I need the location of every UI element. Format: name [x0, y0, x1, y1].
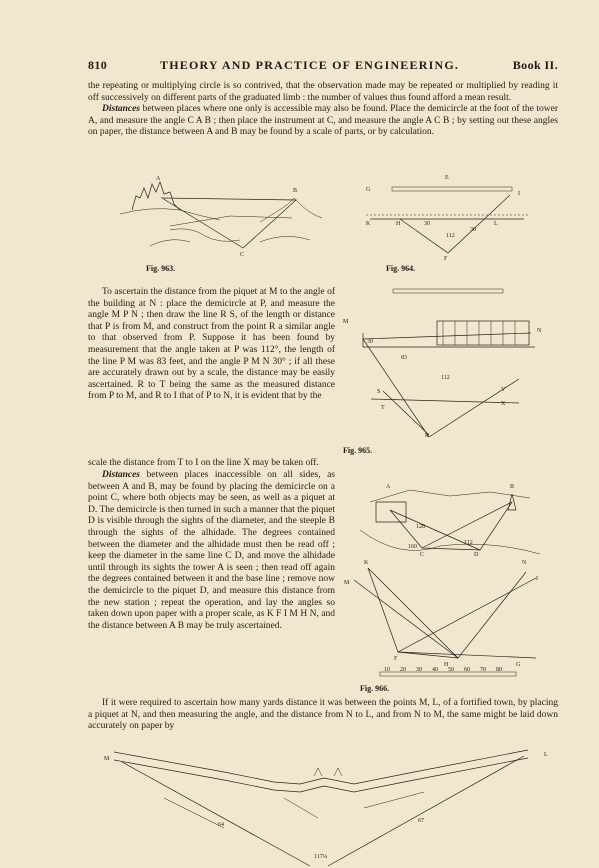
- page-number: 810: [88, 58, 108, 72]
- fig963-caption: Fig. 963.: [146, 264, 176, 273]
- fig967-label-m: M: [104, 756, 110, 762]
- distances-lead: Distances: [102, 104, 140, 115]
- fig965-83: 83: [401, 355, 407, 361]
- intro-paragraph-1: the repeating or multiplying circle is so contrived, that the observation made may be repeated or multiplied by reading it off successively on different parts of the graduated limb : the number of values thus found afford a mean result.: [88, 81, 558, 103]
- fig963-label-a: A: [156, 176, 161, 182]
- fig966-label-d: D: [474, 552, 479, 558]
- fig965-thirty: 30: [367, 339, 373, 345]
- figure-966: [340, 480, 555, 680]
- fig966-112: 112: [464, 540, 473, 546]
- fig964-112: 112: [446, 233, 455, 239]
- svg-text:40: 40: [432, 667, 438, 673]
- tower-a: [376, 502, 406, 522]
- fig965-label-t: T: [381, 405, 385, 411]
- fig966-label-a: A: [386, 484, 391, 490]
- svg-text:10: 10: [384, 667, 390, 673]
- fig966-label-n: N: [522, 560, 527, 566]
- fig966-label-c: C: [420, 552, 425, 558]
- fig967-67: 67: [418, 818, 424, 824]
- distances-lead-2: Distances: [102, 470, 140, 480]
- fig966-label-f: F: [394, 656, 398, 662]
- fig966-label-k: K: [364, 560, 369, 566]
- fig965-label-r: R: [425, 433, 430, 439]
- fig963-label-c: C: [240, 252, 245, 258]
- running-header: [88, 58, 558, 76]
- svg-text:60: 60: [464, 667, 470, 673]
- fig963-label-b: B: [293, 188, 298, 194]
- fig966-label-b: B: [510, 484, 515, 490]
- closing-text: If it were required to ascertain how many yards distance it was between the points M, L, of a fortified town, by placing a piquet at N, and then measuring the angle, and the distance from N to L, and from N to M, the same might be laid down accurately on paper by: [88, 698, 558, 732]
- intro-paragraph-2: Distances between places where one only is accessible may also be found. Place the demicircle at the foot of the tower A, and measure the angle C A B ; then place the instrument at C, and measure the angle A C B ; by setting out these angles on paper, the distance between A and B may be found by a scale of parts, or by calculation.: [88, 104, 558, 138]
- svg-text:20: 20: [400, 667, 406, 673]
- fig966-label-i: I: [536, 576, 538, 582]
- fig965-label-m: M: [343, 319, 349, 325]
- section-966-text: Distances between places inaccessible on all sides, as between A and B, may be found by placing the demicircle on a point C, where both objects may be seen, as well as a piquet at D. The demicircle is then turned in such a manner that the piquet D is visible through the sights of the diameter, and the steeple B through the sights of the alhidade. The degrees contained between the diameter and the alhidade must then be read off ; keep the diameter in the same line C D, and move the alhidade until through its sights the tower A is seen ; then read off again the degrees contained between it and the base line ; remove now the demicircle to the piquet D, and measure this distance from the new station ; repeat the operation, and lay the angles so taken down upon paper with a proper scale, as K F I M H N, and the distance between A B may be truly ascertained.: [88, 470, 335, 631]
- fig964-label-g: G: [366, 187, 371, 193]
- fig964-label-l: L: [494, 221, 498, 227]
- fig965-label-x: X: [501, 401, 506, 407]
- fig966-128: 128: [416, 524, 425, 530]
- fig964-thirty: 30: [424, 221, 430, 227]
- figure-963: [110, 170, 330, 262]
- fig966-label-g: G: [516, 662, 521, 668]
- fig965-112: 112: [441, 375, 450, 381]
- fig964-label-h: H: [396, 221, 401, 227]
- fig964-label-i: I: [518, 191, 520, 197]
- fig965-label-v: V: [501, 387, 506, 393]
- fig966-label-h: H: [444, 662, 449, 668]
- svg-text:80: 80: [496, 667, 502, 673]
- section-965-text: To ascertain the distance from the piquet at M to the angle of the building at N : place the demicircle at P, and measure the angle M P N ; then draw the line R S, of the length or distance that P is from M, and construct from the point R a similar angle to that observed from P. Suppose it has been found by measurement that the angle taken at P was 112°, the length of the line P M was 83 feet, and the angle P M N 30° ; if all these are accurately drawn out by a scale, the distance may be easily ascertained. R to T being the same as the measured distance from P to M, and R to I that of P to N, it is evident that by the: [88, 287, 335, 402]
- fig965-label-n: N: [537, 328, 542, 334]
- fig964-label-e: E: [445, 175, 449, 181]
- fig967-label-l: L: [544, 752, 548, 758]
- figure-965: [343, 287, 553, 437]
- fig967-117: 117¼: [314, 854, 328, 860]
- fig964-30: 30: [470, 227, 476, 233]
- svg-text:70: 70: [480, 667, 486, 673]
- running-title: THEORY AND PRACTICE OF ENGINEERING.: [160, 58, 460, 72]
- fig965-label-s: S: [377, 389, 381, 395]
- intro-text: [88, 81, 558, 139]
- svg-text:50: 50: [448, 667, 454, 673]
- fortification-outline: [114, 750, 528, 784]
- castle-sketch: [132, 182, 180, 210]
- fig965-caption: Fig. 965.: [343, 446, 373, 455]
- figure-967: [104, 738, 564, 868]
- fig964-label-k: K: [366, 221, 371, 227]
- fig964-caption: Fig. 964.: [386, 264, 416, 273]
- figure-964: [360, 173, 535, 261]
- book-label: Book II.: [512, 58, 558, 72]
- section-965-full-line: scale the distance from T to I on the line X may be taken off.: [88, 458, 319, 468]
- fig966-label-m: M: [344, 580, 350, 586]
- fig966-160: 160: [408, 544, 417, 550]
- svg-text:30: 30: [416, 667, 422, 673]
- fig966-caption: Fig. 966.: [360, 684, 390, 693]
- fig964-label-f: F: [444, 256, 448, 262]
- fig967-64: 64: [218, 822, 224, 828]
- steeple-hill: [260, 198, 322, 222]
